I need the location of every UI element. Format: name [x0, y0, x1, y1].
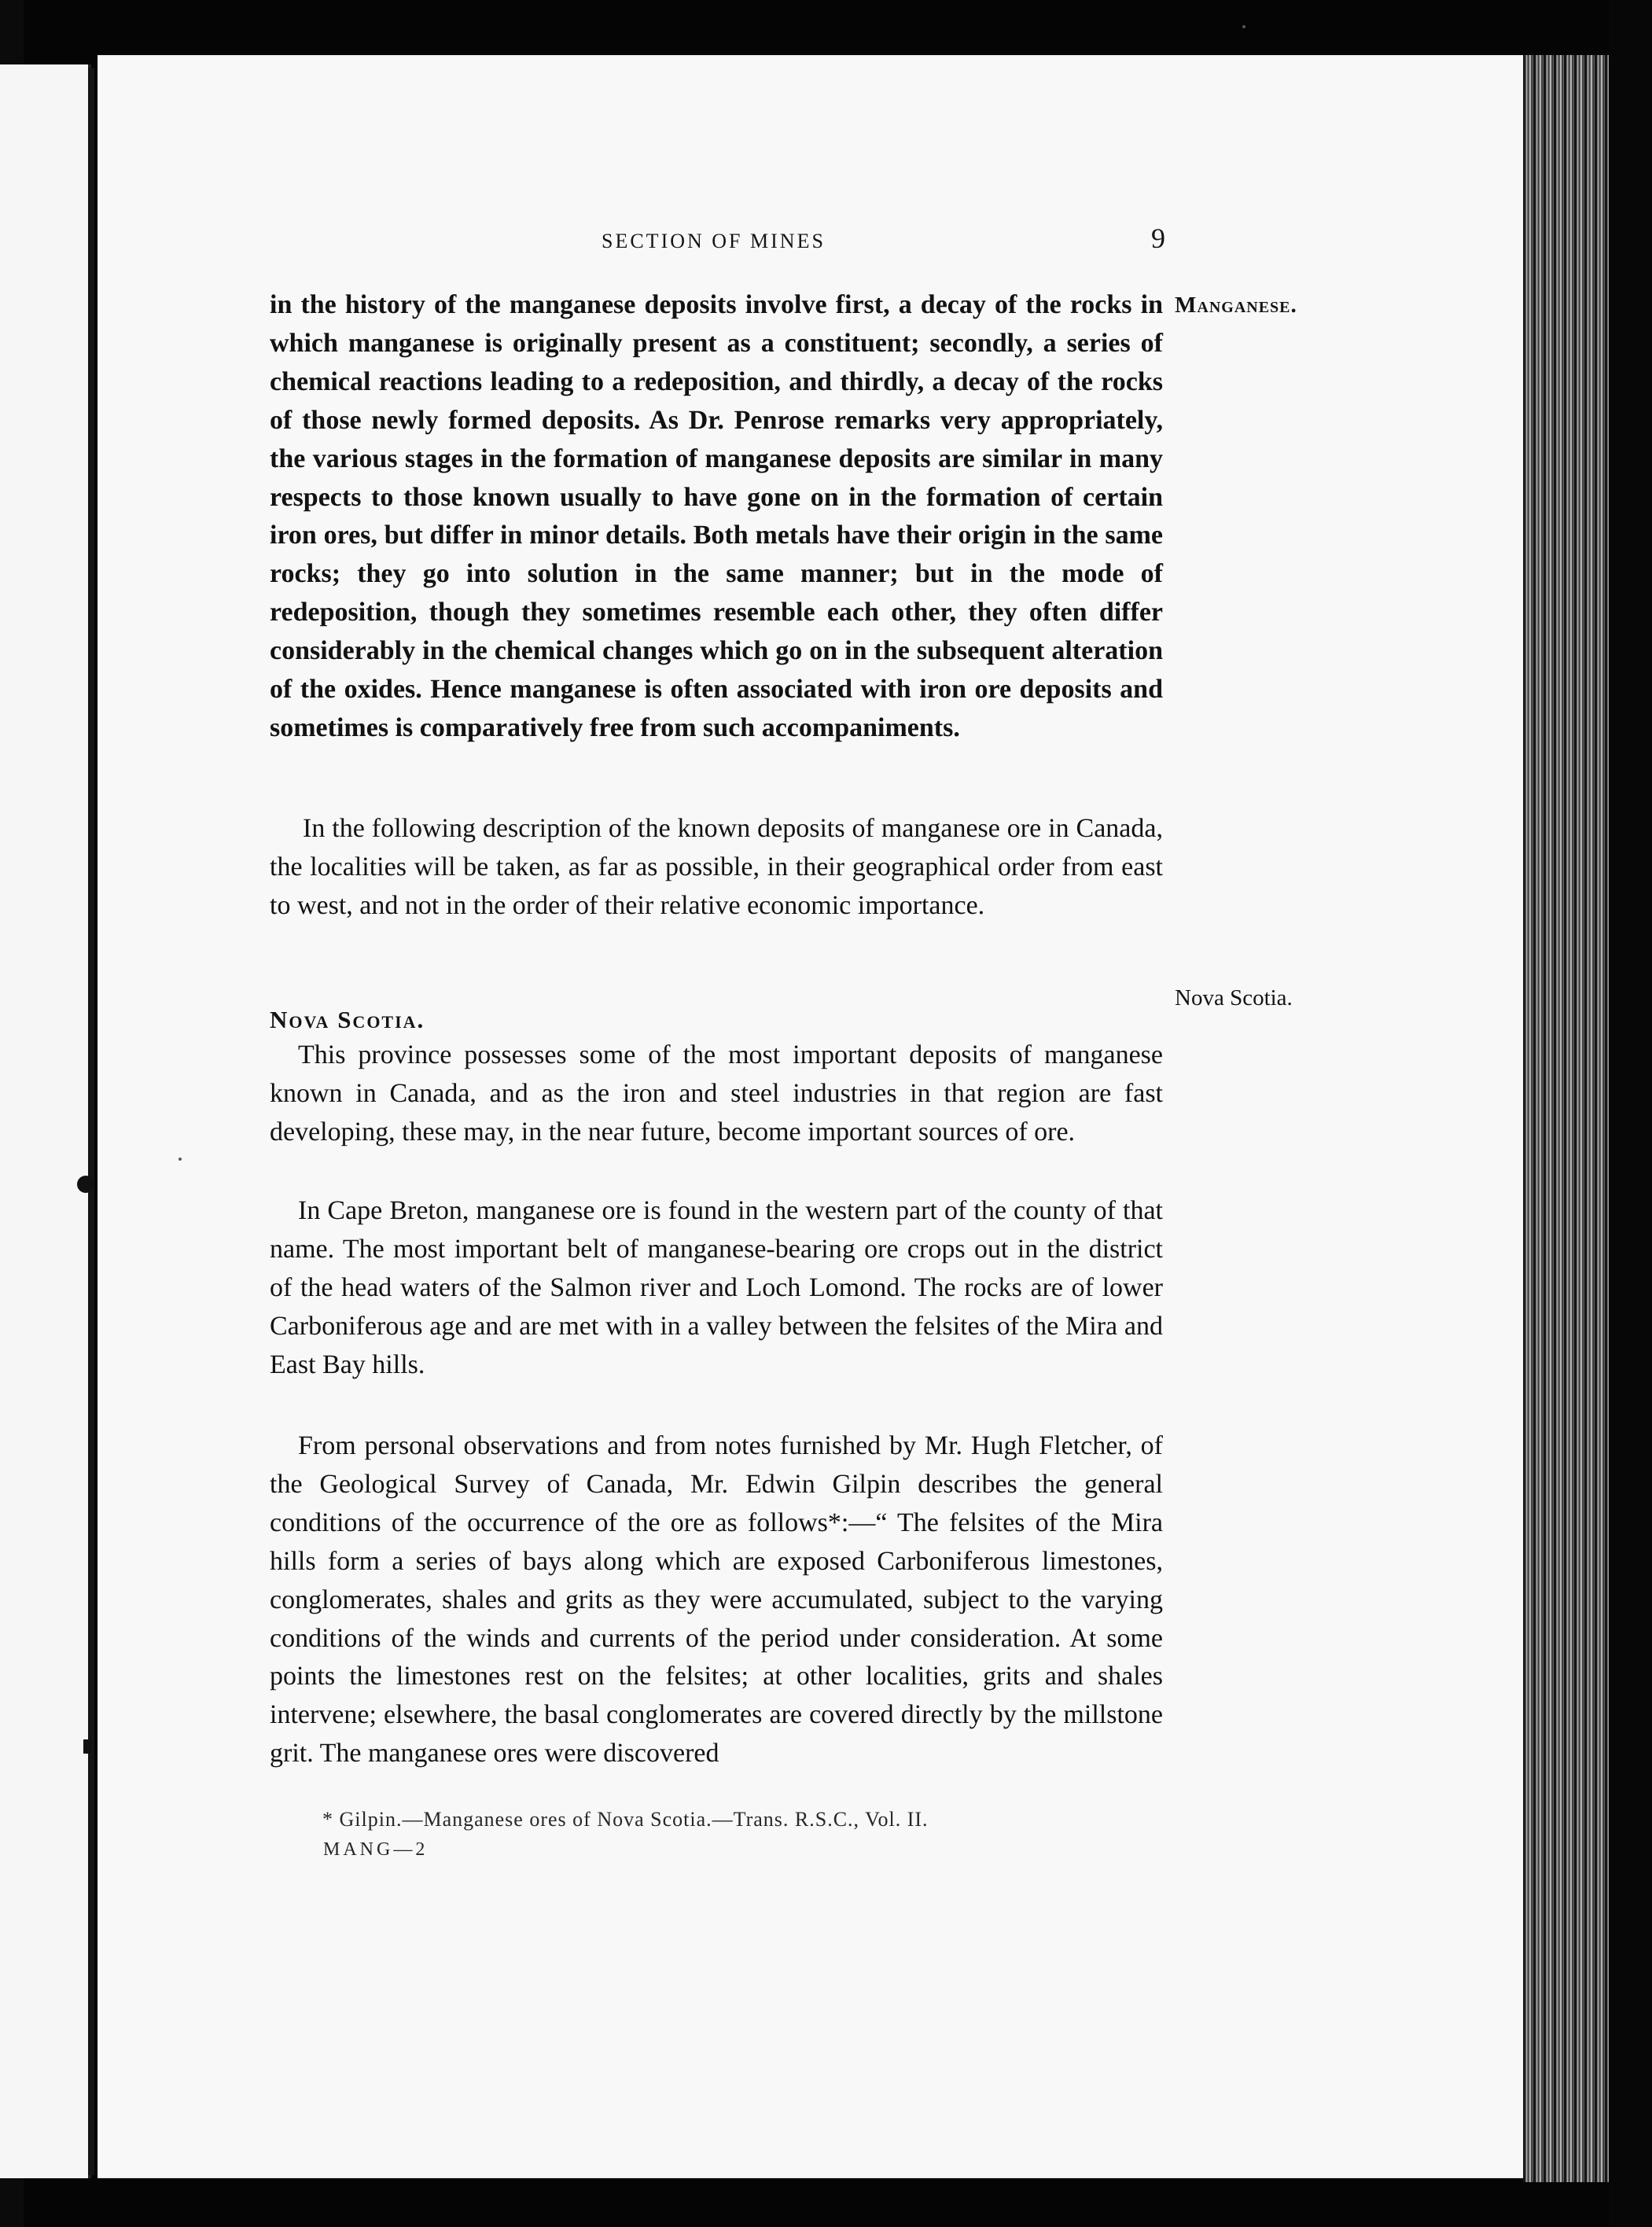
scan-right-edge [1609, 0, 1652, 2227]
page-number: 9 [1151, 223, 1165, 254]
running-title: SECTION OF MINES [602, 230, 826, 252]
footnote: * Gilpin.—Manganese ores of Nova Scotia.—Trans. R.S.C., Vol. II. [322, 1808, 929, 1831]
paragraph [270, 1192, 1163, 1385]
paragraph-text: This province possesses some of the most important deposits of manganese known in Canada, and as the iron and steel industries in that region are fast developing, these may, in the near future, become important sources of ore. [270, 1040, 1163, 1147]
scan-speck [1242, 25, 1245, 28]
paragraph [270, 810, 1163, 926]
paragraph [270, 286, 1163, 748]
scan-speck [178, 1158, 182, 1161]
margin-note-manganese: Manganese. [1175, 293, 1297, 318]
paragraph-text: From personal observations and from notes furnished by Mr. Hugh Fletcher, of the Geological Survey of Canada, Mr. Edwin Gilpin describes the general conditions of the occurrence of the ore as follows*:—“ The felsites of the Mira hills form a series of bays along which are exposed Carboniferous limestones, conglomerates, shales and grits as they were accumulated, subject to the varying conditions of the winds and currents of the period under consideration. At some points the limestones rest on the felsites; at other localities, grits and shales intervene; elsewhere, the basal conglomerates are covered directly by the millstone grit. The manganese ores were discovered [270, 1431, 1163, 1769]
paragraph [270, 1036, 1163, 1152]
paragraph [270, 1427, 1163, 1773]
paragraph-text: In Cape Breton, manganese ore is found in the western part of the county of that name. The most important belt of manganese-bearing ore crops out in the district of the head waters of the Salmon river and Loch Lomond. The rocks are of lower Carboniferous age and are met with in a valley between the felsites of the Mira and East Bay hills. [270, 1196, 1163, 1379]
paragraph-text: in the history of the manganese deposits involve first, a decay of the rocks in which manganese is originally present as a constituent; secondly, a series of chemical reactions leading to a redeposition, and thirdly, a decay of the rocks of those newly formed deposits. As Dr. Penrose remarks very appropriately, the various stages in the formation of manganese deposits are similar in many respects to those known usually to have gone on in the formation of certain iron ores, but differ in minor details. Both metals have their origin in the same rocks; they go into solution in the same manner; but in the mode of redeposition, though they sometimes resemble each other, they often differ considerably in the chemical changes which go on in the subsequent alteration of the oxides. Hence manganese is often associated with iron ore deposits and sometimes is comparatively free from such accompaniments. [270, 290, 1163, 742]
left-page-border [88, 68, 94, 2175]
left-page-sliver [0, 64, 91, 2178]
section-heading: Nova Scotia. [270, 1005, 425, 1033]
left-binding-notch [83, 1739, 91, 1754]
left-binding-notch [77, 1176, 94, 1193]
printer-signature: MANG—2 [323, 1839, 429, 1860]
margin-note-nova-scotia: Nova Scotia. [1175, 985, 1293, 1010]
paragraph-text: In the following description of the known deposits of manganese ore in Canada, the localities will be taken, as far as possible, in their geographical order from east to west, and not in the order of their relative economic importance. [270, 814, 1163, 920]
